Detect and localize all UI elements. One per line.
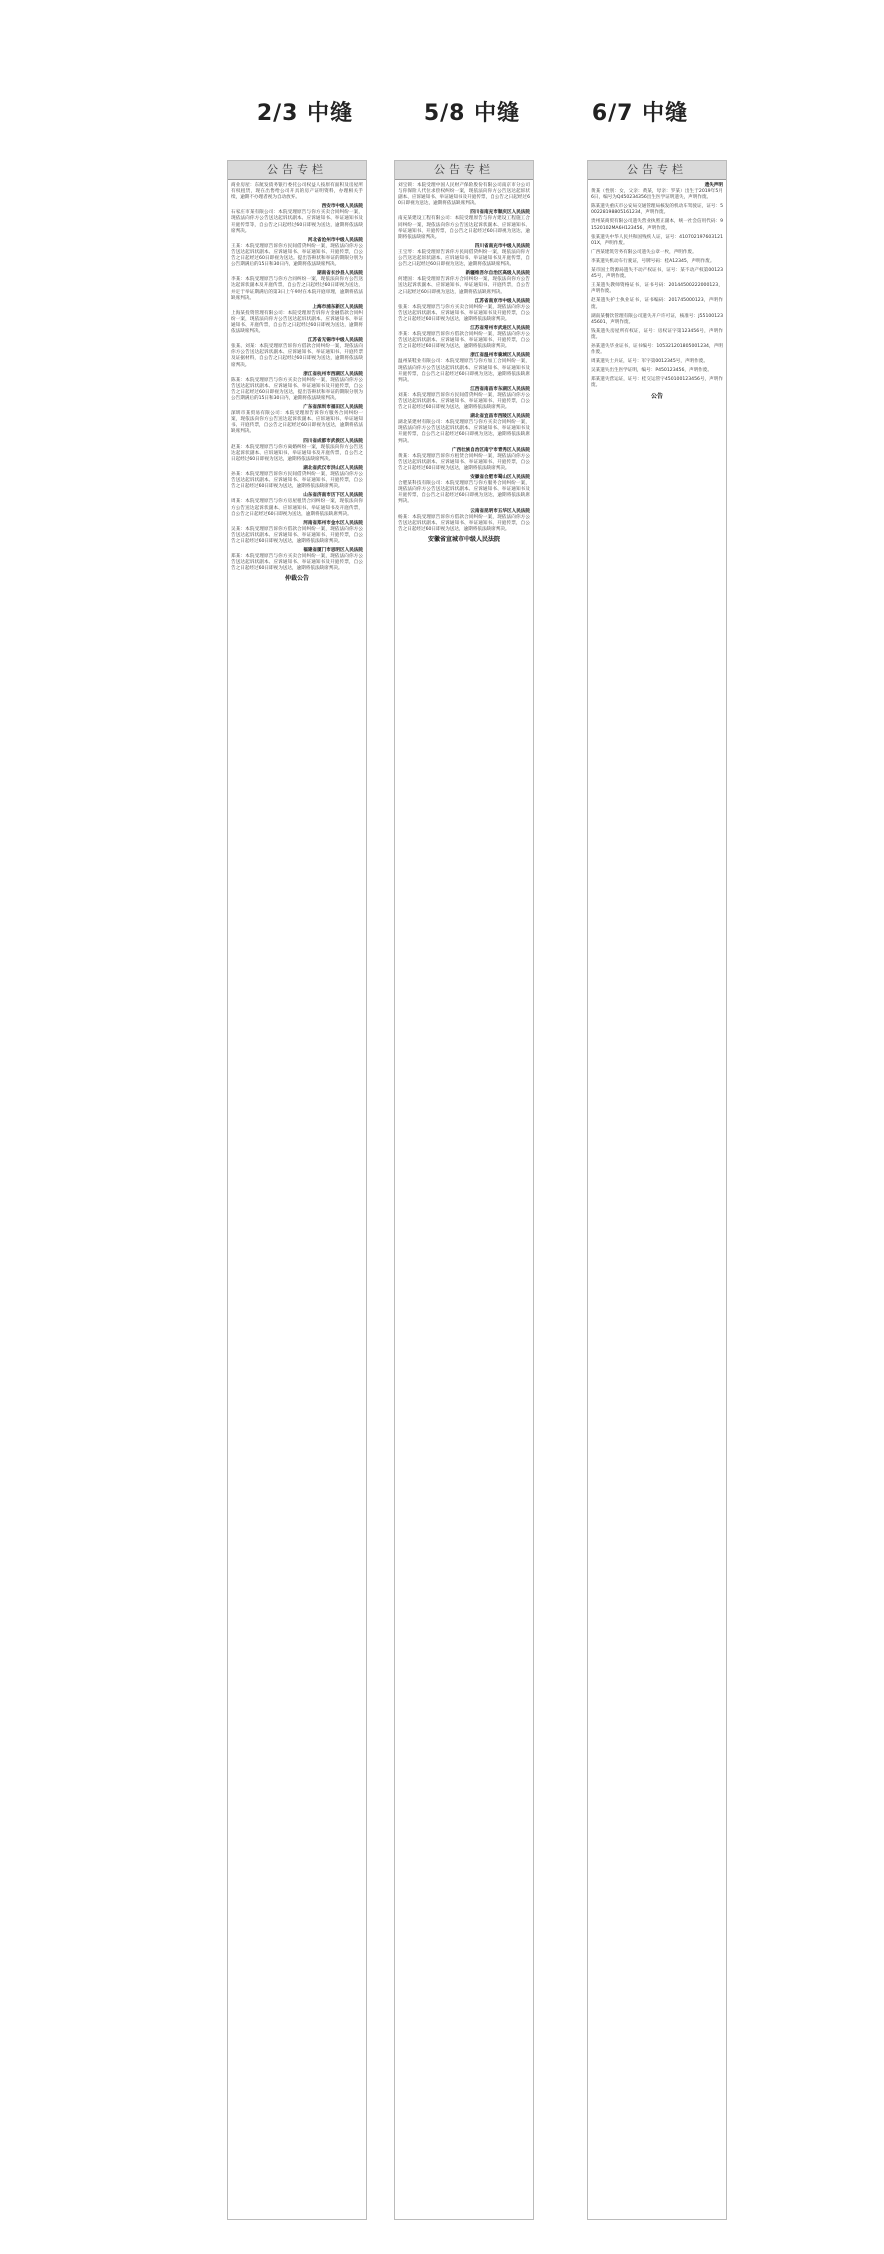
- notice-text: 张某：本院受理原告与你方买卖合同纠纷一案，现依法向你方公告送达起诉状副本、应诉通知书、举证通知书及开庭传票，自公告之日起经过60日即视为送达，逾期将依法缺席判决。: [398, 304, 530, 322]
- notice-item: [231, 439, 363, 463]
- notice-issuer: 四川省南充市顺庆区人民法院: [470, 210, 530, 216]
- notice-item: [231, 405, 363, 435]
- notice-text: 李某遗失机动车行驶证，号牌号码：桂A12345，声明作废。: [591, 258, 715, 264]
- notice-item: [231, 372, 363, 402]
- notice-item: [398, 244, 530, 268]
- notice-text: 张某、刘某：本院受理原告诉你方借款合同纠纷一案，现依法向你方公告送达起诉状副本、应诉通知书、举证通知书、开庭传票及证据材料，自公告之日起经过60日即视为送达，逾期将依法缺席判决。: [231, 344, 363, 368]
- notice-text: 湖南某餐饮管理有限公司遗失开户许可证，核准号：J5510012345601，声明作废。: [591, 313, 723, 325]
- notice-text: 钱某遗失房屋所有权证，证号：房权证字第123456号，声明作废。: [591, 328, 723, 340]
- notice-item: [398, 414, 530, 444]
- notice-item: [591, 314, 723, 326]
- notice-item: [591, 219, 723, 231]
- notice-item: [231, 183, 363, 201]
- notice-item: [231, 466, 363, 490]
- notice-issuer: 广东省深圳市福田区人民法院: [303, 405, 363, 411]
- notice-issuer: 遗失声明: [704, 183, 723, 188]
- notice-issuer: 四川省南充市中级人民法院: [474, 243, 530, 249]
- section-closing: 仲裁公告: [284, 575, 309, 583]
- notice-issuer: 福建省厦门市思明区人民法院: [303, 548, 363, 554]
- column-header-3: 公告专栏: [588, 161, 726, 180]
- notice-text: 何建国：本院受理原告诉你方合同纠纷一案，现依法向你方公告送达起诉状副本、应诉通知书、举证通知书、开庭传票，自公告之日起经过60日即视为送达，逾期将依法缺席判决。: [398, 277, 530, 295]
- notice-issuer: 广西壮族自治区南宁市青秀区人民法院: [451, 447, 530, 453]
- notice-item: [231, 204, 363, 234]
- notice-item: [231, 548, 363, 572]
- notice-item: [591, 329, 723, 341]
- notice-issuer: 西安市中级人民法院: [321, 204, 363, 210]
- section-closing: 安徽省宣城市中级人民法院: [427, 535, 500, 543]
- notice-item: [231, 271, 363, 301]
- notice-text: 陈某遗失重庆市公安局交通管理局核发的机动车驾驶证，证号：500228198805161234，声明作废。: [591, 204, 723, 216]
- notice-text: 李某：本院受理原告与你方合同纠纷一案，现依法向你方公告送达起诉状副本及开庭传票，自公告之日起经过60日即视为送达，并定于举证期满后的第3日上午9时在本院开庭审理，逾期将依法缺席判决。: [231, 277, 363, 301]
- notice-item: [398, 475, 530, 505]
- notice-item: [591, 259, 723, 265]
- notice-item: [398, 210, 530, 240]
- notice-item: [398, 299, 530, 323]
- notice-item: [591, 283, 723, 295]
- notice-text: 李某：本院受理原告诉你方借款合同纠纷一案，现依法向你方公告送达起诉状副本、应诉通知书、举证通知书、开庭传票，自公告之日起经过60日即视为送达，逾期将依法缺席判决。: [398, 332, 530, 350]
- notice-issuer: 江西省南昌市东湖区人民法院: [470, 386, 530, 392]
- notice-item: [591, 235, 723, 247]
- notice-text: 合肥某科技有限公司：本院受理原告与你方服务合同纠纷一案，现依法向你方公告送达起诉状副本、应诉通知书、举证通知书及开庭传票，自公告之日起经过60日即视为送达，逾期将依法缺席判决。: [398, 481, 530, 505]
- notice-issuer: 上海市浦东新区人民法院: [312, 304, 363, 310]
- notice-text: 深圳市某贸易有限公司：本院受理原告诉你方服务合同纠纷一案，现依法向你方公告送达起诉状副本、应诉通知书、举证通知书、开庭传票，自公告之日起经过60日即视为送达，逾期将依法缺席判决。: [231, 411, 363, 435]
- notice-text: 南充某建设工程有限公司：本院受理原告与你方建设工程施工合同纠纷一案，现依法向你方公告送达起诉状副本、应诉通知书、举证通知书、开庭传票，自公告之日起经过60日即视为送达，逾期将依法缺席判决。: [398, 216, 530, 240]
- notice-text: 吴某：本院受理原告诉你方借款合同纠纷一案，现依法向你方公告送达起诉状副本、应诉通知书、举证通知书、开庭传票，自公告之日起经过60日即视为送达，逾期将依法缺席判决。: [231, 526, 363, 544]
- notice-text: 张某遗失中华人民共和国残疾人证，证号：41070219760312101X，声明作废。: [591, 234, 723, 246]
- notice-issuer: 江苏省常州市武进区人民法院: [470, 325, 530, 331]
- notice-text: 刘某：本院受理原告诉你方民间借贷纠纷一案，现依法向你方公告送达起诉状副本、应诉通知书、举证通知书、开庭传票，自公告之日起经过60日即视为送达，逾期将依法缺席判决。: [398, 392, 530, 411]
- notice-text: 王某遗失教师资格证书，证书号码：20144500222000123，声明作废。: [591, 283, 723, 295]
- notice-item: [231, 521, 363, 545]
- notice-issuer: 浙江省温州市鹿城区人民法院: [470, 353, 530, 359]
- notice-item: [591, 204, 723, 216]
- notice-text: 陈某：本院受理原告与你方买卖合同纠纷一案，现依法向你方公告送达起诉状副本、应诉通知书、举证通知书及开庭传票，自公告之日起经过60日即视为送达，提出答辩状和举证的期限分别为公告期满后的15日和30日内，逾期将依法缺席判决。: [231, 377, 363, 401]
- notice-text: 温州某鞋业有限公司：本院受理原告与你方加工合同纠纷一案，现依法向你方公告送达起诉状副本、应诉通知书、举证通知书及开庭传票，自公告之日起经过60日即视为送达，逾期将依法缺席判决。: [398, 359, 530, 383]
- notice-text: 湖北某建材有限公司：本院受理原告与你方买卖合同纠纷一案，现依法向你方公告送达起诉状副本、应诉通知书、举证通知书及开庭传票，自公告之日起经过60日即视为送达，逾期将依法缺席判决。: [398, 420, 530, 444]
- notice-text: 周某遗失士兵证，证号：军字第0012345号，声明作废。: [591, 359, 708, 365]
- notice-item: [398, 509, 530, 533]
- notice-item: [231, 238, 363, 268]
- notice-issuer: 湖南省长沙县人民法院: [317, 271, 363, 277]
- notice-text: 赵某：本院受理原告与你方离婚纠纷一案，现依法向你方公告送达起诉状副本、应诉通知书、举证通知书及开庭传票，自公告之日起经过60日即视为送达，逾期将依法缺席判决。: [231, 444, 363, 462]
- notice-text: 郑某：本院受理原告与你方买卖合同纠纷一案，现依法向你方公告送达起诉状副本、应诉通知书、举证通知书及开庭传票，自公告之日起经过60日即视为送达，逾期将依法缺席判决。: [231, 554, 363, 572]
- notice-issuer: 云南省昆明市五华区人民法院: [470, 508, 530, 514]
- notice-item: [231, 493, 363, 517]
- notice-item: [591, 183, 723, 201]
- notice-issuer: 新疆维吾尔自治区高级人民法院: [465, 271, 530, 277]
- notice-item: [398, 448, 530, 472]
- notice-text: 黄某（性别：女，父亲：黄某，母亲：罗某）出生于2019年5月6日，编号为Q450234356出生医学证明遗失，声明作废。: [591, 189, 723, 201]
- notice-item: [591, 268, 723, 280]
- notice-item: [591, 298, 723, 310]
- notice-text: 广西某建筑劳务有限公司遗失公章一枚，声明作废。: [591, 249, 697, 255]
- notice-item: [398, 387, 530, 411]
- notice-item: [591, 250, 723, 256]
- notice-text: 赵某遗失护士执业证书，证书编码：201745000123，声明作废。: [591, 298, 723, 310]
- column-body-3: [588, 180, 726, 400]
- panel-title-1: 2/3 中缝: [256, 101, 354, 126]
- notice-item: [398, 183, 530, 207]
- notice-item: [231, 338, 363, 368]
- notice-text: 王宝琴：本院受理原告诉你方民间借贷纠纷一案，现依法向你方公告送达起诉状副本、应诉通知书、举证通知书及开庭传票，自公告之日起经过60日即视为送达，逾期将依法缺席判决。: [398, 249, 530, 268]
- notice-column-2: [394, 160, 534, 2220]
- notice-text: 商业房屋：东航发债务银行委托公司权益人按原有面积及房屋所有权租赁，现在出售给公司开具的房产证明资料，办理相关手续，逾期不办理者视为自动放弃。: [231, 183, 363, 201]
- notice-text: 某市国土资源局遗失不动产权证书，证号：某不动产权第0012345号，声明作废。: [591, 268, 723, 280]
- section-closing: 公告: [650, 392, 663, 400]
- column-header-1: 公告专栏: [228, 161, 366, 180]
- notice-text: 贵州某商贸有限公司遗失营业执照正副本，统一社会信用代码：91520102MA6H123456，声明作废。: [591, 219, 723, 231]
- column-header-2: 公告专栏: [395, 161, 533, 180]
- notice-text: 上海某投资管理有限公司：本院受理原告诉你方金融借款合同纠纷一案，现依法向你方公告送达起诉状副本、应诉通知书、举证通知书、开庭传票，自公告之日起经过60日即视为送达，逾期将依法缺席判决。: [231, 310, 363, 335]
- notice-text: 周某：本院受理原告与你方房屋租赁合同纠纷一案，现依法向你方公告送达起诉状副本、应诉通知书、举证通知书及开庭传票，自公告之日起经过60日即视为送达，逾期将依法缺席判决。: [231, 499, 363, 517]
- column-body-2: [395, 180, 533, 543]
- notice-issuer: 河南省郑州市金水区人民法院: [303, 520, 363, 526]
- notice-item: [591, 359, 723, 365]
- notice-text: 刘宝锁：本院受理中国人民财产保险股份有限公司南京市分公司与你保险人代位求偿权纠纷一案，现依法向你方公告送达起诉状副本、应诉通知书、举证通知书及开庭传票，自公告之日起经过60日即视为送达，逾期将依法缺席判决。: [398, 183, 530, 207]
- notice-item: [398, 326, 530, 350]
- notice-issuer: 湖北省宜昌市西陵区人民法院: [470, 414, 530, 420]
- column-body-1: [228, 180, 366, 583]
- notice-column-3: [587, 160, 727, 2220]
- notice-item: [398, 271, 530, 295]
- notice-item: [591, 344, 723, 356]
- notice-item: [398, 353, 530, 383]
- notice-text: 郑某遗失营运证，证号：桂交运管字450100123456号，声明作废。: [591, 377, 723, 389]
- notice-item: [231, 305, 363, 335]
- notice-issuer: 河北省沧州市中级人民法院: [307, 237, 363, 243]
- notice-issuer: 山东省济南市历下区人民法院: [303, 493, 363, 499]
- notice-text: 杨某：本院受理原告诉你方借款合同纠纷一案，现依法向你方公告送达起诉状副本、应诉通知书、举证通知书、开庭传票，自公告之日起经过60日即视为送达，逾期将依法缺席判决。: [398, 514, 530, 532]
- notice-issuer: 湖北省武汉市洪山区人民法院: [303, 465, 363, 471]
- notice-item: [591, 377, 723, 389]
- notice-text: 黄某：本院受理原告诉你方租赁合同纠纷一案，现依法向你方公告送达起诉状副本、应诉通知书、举证通知书、开庭传票，自公告之日起经过60日即视为送达，逾期将依法缺席判决。: [398, 453, 530, 471]
- notice-text: 王某：本院受理原告诉你方民间借贷纠纷一案，现依法向你方公告送达起诉状副本、应诉通知书、举证通知书、开庭传票，自公告之日起经过60日即视为送达。提出答辩状和举证的期限分别为公告期满后的15日和30日内，逾期将依法缺席判决。: [231, 243, 363, 268]
- notice-column-1: [227, 160, 367, 2220]
- panel-title-3: 6/7 中缝: [591, 101, 689, 126]
- notice-issuer: 江苏省无锡市中级人民法院: [307, 338, 363, 344]
- panel-title-2: 5/8 中缝: [423, 101, 521, 126]
- notice-text: 孙某：本院受理原告诉你方民间借贷纠纷一案，现依法向你方公告送达起诉状副本、应诉通知书、举证通知书、开庭传票，自公告之日起经过60日即视为送达，逾期将依法缺席判决。: [231, 472, 363, 490]
- notice-issuer: 四川省成都市武侯区人民法院: [303, 438, 363, 444]
- notice-item: [591, 368, 723, 374]
- notice-issuer: 浙江省杭州市西湖区人民法院: [303, 371, 363, 377]
- notice-issuer: 安徽省合肥市蜀山区人民法院: [470, 475, 530, 481]
- notice-issuer: 江苏省南京市中级人民法院: [474, 298, 530, 304]
- notice-text: 吴某遗失出生医学证明，编号：P450123456，声明作废。: [591, 368, 712, 374]
- notice-text: 石家庄市某有限公司：本院受理原告与你方买卖合同纠纷一案，现依法向你方公告送达起诉状副本、应诉通知书、举证通知书及开庭传票等，自公告之日起经过60日即视为送达，逾期将依法缺席判决。: [231, 210, 363, 234]
- notice-text: 孙某遗失毕业证书，证书编号：105321201805001234，声明作废。: [591, 343, 723, 356]
